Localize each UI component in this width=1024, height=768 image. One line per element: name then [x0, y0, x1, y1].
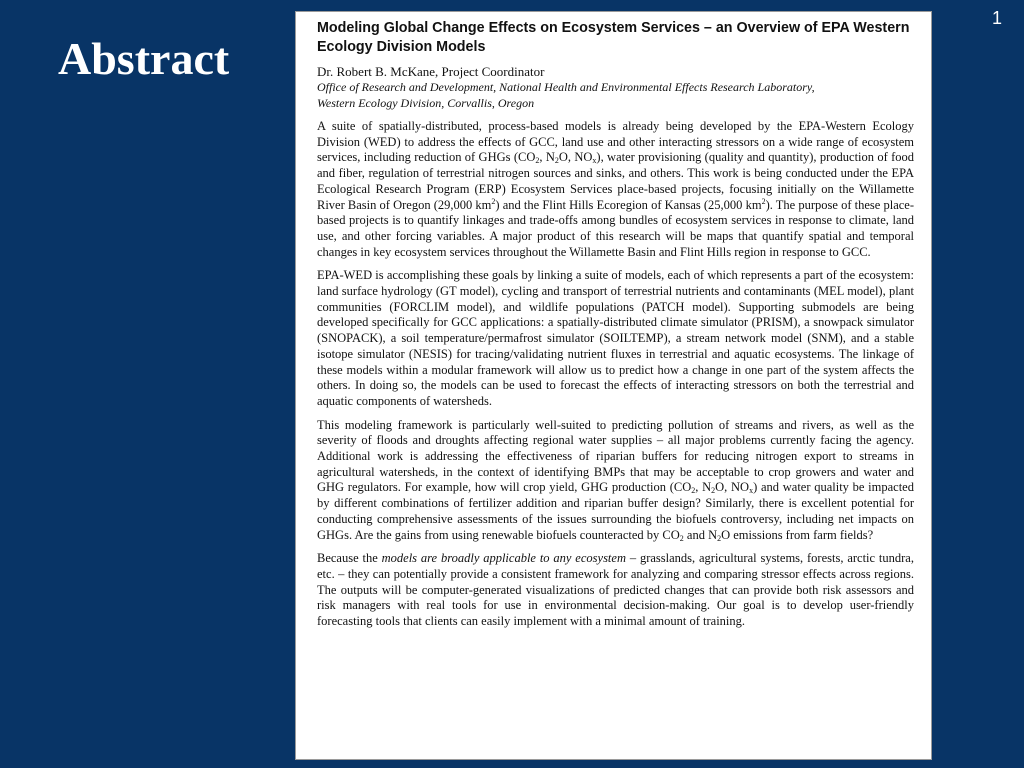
affiliation-line-1: Office of Research and Development, National Health and Environmental Effects Research Laboratory,: [317, 80, 815, 94]
author-line: Dr. Robert B. McKane, Project Coordinator: [317, 64, 545, 79]
slide-number: 1: [991, 8, 1002, 28]
document-title: Modeling Global Change Effects on Ecosystem Services – an Overview of EPA Western Ecology Division Models: [317, 20, 910, 55]
paragraph-1: A suite of spatially-distributed, process-based models is already being developed by the EPA-Western Ecology Division (WED) to address the effects of GCC, land use and other interacting stressors on a wide range of ecosystem services, including reduction of GHGs ($CO_2$, $N_2O$, $NO_x$), water provisioning (quality and quantity), production of food and fiber, regulation of terrestrial nitrogen sources and sinks, and others. This work is being conducted under the EPA Ecological Research Program (ERP) Ecosystem Services place-based projects, focusing initially on the Willamette River Basin of Oregon (29,000 $km^2$) and the Flint Hills Ecoregion of Kansas (25,000 $km^2$). The purpose of these place-based projects is to quantify linkages and trade-offs among bundles of ecosystem services in response to climate, land use, and other forcing variables. A major product of this research will be maps that quantify spatial and temporal changes in key ecosystem services throughout the Willamette Basin and Flint Hills region in response to GCC.: [317, 119, 915, 259]
slide-title: Abstract: [58, 33, 230, 84]
paragraph-3: This modeling framework is particularly well-suited to predicting pollution of streams and rivers, as well as the severity of floods and droughts affecting regional water supplies – all major problems currently facing the agency. Additional work is addressing the effectiveness of riparian buffers for reducing nitrogen export to streams in agricultural watersheds, in the context of identifying BMPs that may be acceptable to crop growers and water and GHG regulators. For example, how will crop yield, GHG production ($CO_2$, $N_2O$, $NO_x$) and water quality be impacted by different combinations of fertilizer addition and riparian buffer design? Similarly, there is excellent potential for conducting comprehensive assessments of the issues surrounding the biofuels controversy, including net impacts on GHGs. Are the gains from using renewable biofuels counteracted by $CO_2$ and $N_2O$ emissions from farm fields?: [317, 417, 914, 543]
emphasis-text: models are broadly applicable to any ecosystem: [381, 551, 626, 566]
paragraph-4: Because the models are broadly applicable to any ecosystem – grasslands, agricultural systems, forests, arctic tundra, etc. – they can potentially provide a consistent framework for analyzing and comparing stressor effects across regions. The outputs will be computer-generated visualizations of predicted changes that can provide both risk assessors and risk managers with real tools for use in environmental decision-making. Our goal is to develop user-friendly forecasting tools that clients can easily implement with a minimal amount of training.: [317, 551, 914, 629]
abstract-document: [295, 11, 932, 760]
affiliation-line-2: Western Ecology Division, Corvallis, Oregon: [317, 95, 535, 110]
affiliation: [317, 80, 914, 111]
paragraph-2: EPA-WED is accomplishing these goals by linking a suite of models, each of which represents a part of the ecosystem: land surface hydrology (GT model), cycling and transport of terrestrial nutrients and contaminants (MEL model), plant communities (FORCLIM model), and wildlife populations (PATCH model). Supporting submodels are being developed specifically for GCC applications: a spatially-distributed climate simulator (PRISM), a snowpack simulator (SNOPACK), a soil temperature/permafrost simulator (SOILTEMP), a stream network model (SNM), and a stable isotope simulator (NESIS) for tracing/validating nutrient fluxes in terrestrial and aquatic ecosystems. The linkage of these models within a modular framework will allow us to predict how a change in one part of the system affects the others. In doing so, the models can be used to forecast the effects of interacting stressors on both the terrestrial and aquatic components of watersheds.: [317, 268, 914, 408]
